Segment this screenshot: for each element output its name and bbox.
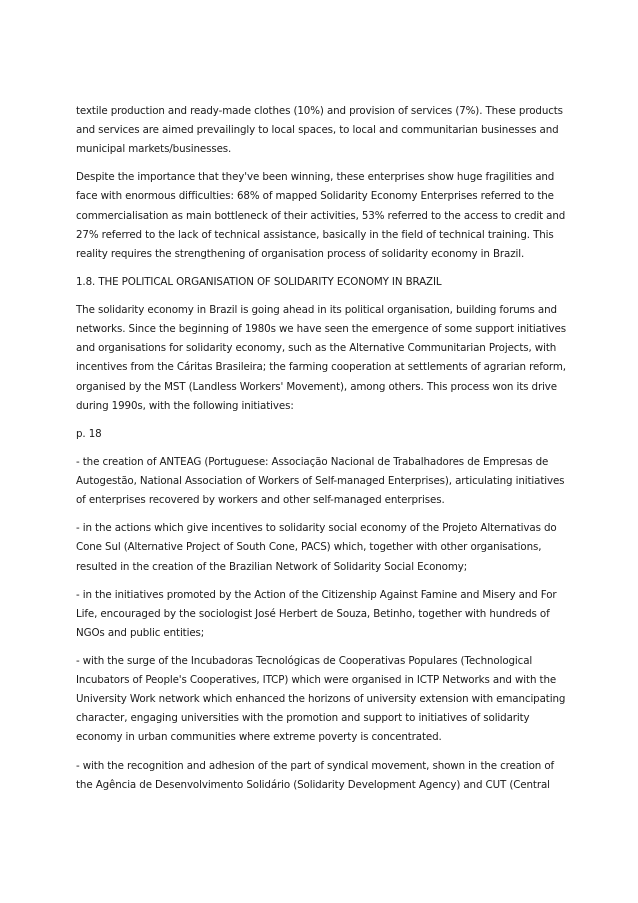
page-marker: p. 18: [76, 427, 102, 440]
list-item-itcp: - with the surge of the Incubadoras Tecnológicas de Cooperativas Populares (Technological Incubators of People's Cooperatives, ITCP) which were organised in ICTP Networks and with the University Work network which enhanced the horizons of university extension with emancipating character, engaging universities with the promotion and support to initiatives of solidarity economy in urban communities where extreme poverty is concentrated.: [76, 655, 566, 744]
paragraph-fragilities: Despite the importance that they've been winning, these enterprises show huge fragilities and face with enormous difficulties: 68% of mapped Solidarity Economy Enterprises referred to the commercialisation as main bottleneck of their activities, 53% referred to the access to credit and 27% referred to the lack of technical assistance, basically in the field of technical training. This reality requires the strengthening of organisation process of solidarity economy in Brazil.: [76, 171, 566, 260]
paragraph-political-organisation: The solidarity economy in Brazil is going ahead in its political organisation, building forums and networks. Since the beginning of 1980s we have seen the emergence of some support initiatives and organisations for solidarity economy, such as the Alternative Communitarian Projects, with incentives from the Cáritas Brasileira; the farming cooperation at settlements of agrarian reform, organised by the MST (Landless Workers' Movement), among others. This process won its drive during 1990s, with the following initiatives:: [76, 304, 566, 412]
list-item-citizenship-action: - in the initiatives promoted by the Action of the Citizenship Against Famine and Misery and For Life, encouraged by the sociologist José Herbert de Souza, Betinho, together with hundreds of NGOs and public entities;: [76, 588, 557, 639]
list-item-pacs: - in the actions which give incentives to solidarity social economy of the Projeto Alternativas do Cone Sul (Alternative Project of South Cone, PACS) which, together with other organisations, resulted in the creation of the Brazilian Network of Solidarity Social Economy;: [76, 522, 557, 573]
paragraph-production-sectors: textile production and ready-made clothes (10%) and provision of services (7%). These products and services are aimed prevailingly to local spaces, to local and communitarian businesses and municipal markets/businesses.: [76, 105, 563, 156]
document-page: [76, 102, 568, 804]
list-item-anteag: - the creation of ANTEAG (Portuguese: Associação Nacional de Trabalhadores de Empresas de Autogestão, National Association of Workers of Self-managed Enterprises), articulating initiatives of enterprises recovered by workers and other self-managed enterprises.: [76, 455, 565, 507]
section-heading: 1.8. THE POLITICAL ORGANISATION OF SOLIDARITY ECONOMY IN BRAZIL: [76, 275, 442, 288]
list-item-syndical-movement: - with the recognition and adhesion of the part of syndical movement, shown in the creation of the Agência de Desenvolvimento Solidário (Solidarity Development Agency) and CUT (Central: [76, 759, 555, 791]
